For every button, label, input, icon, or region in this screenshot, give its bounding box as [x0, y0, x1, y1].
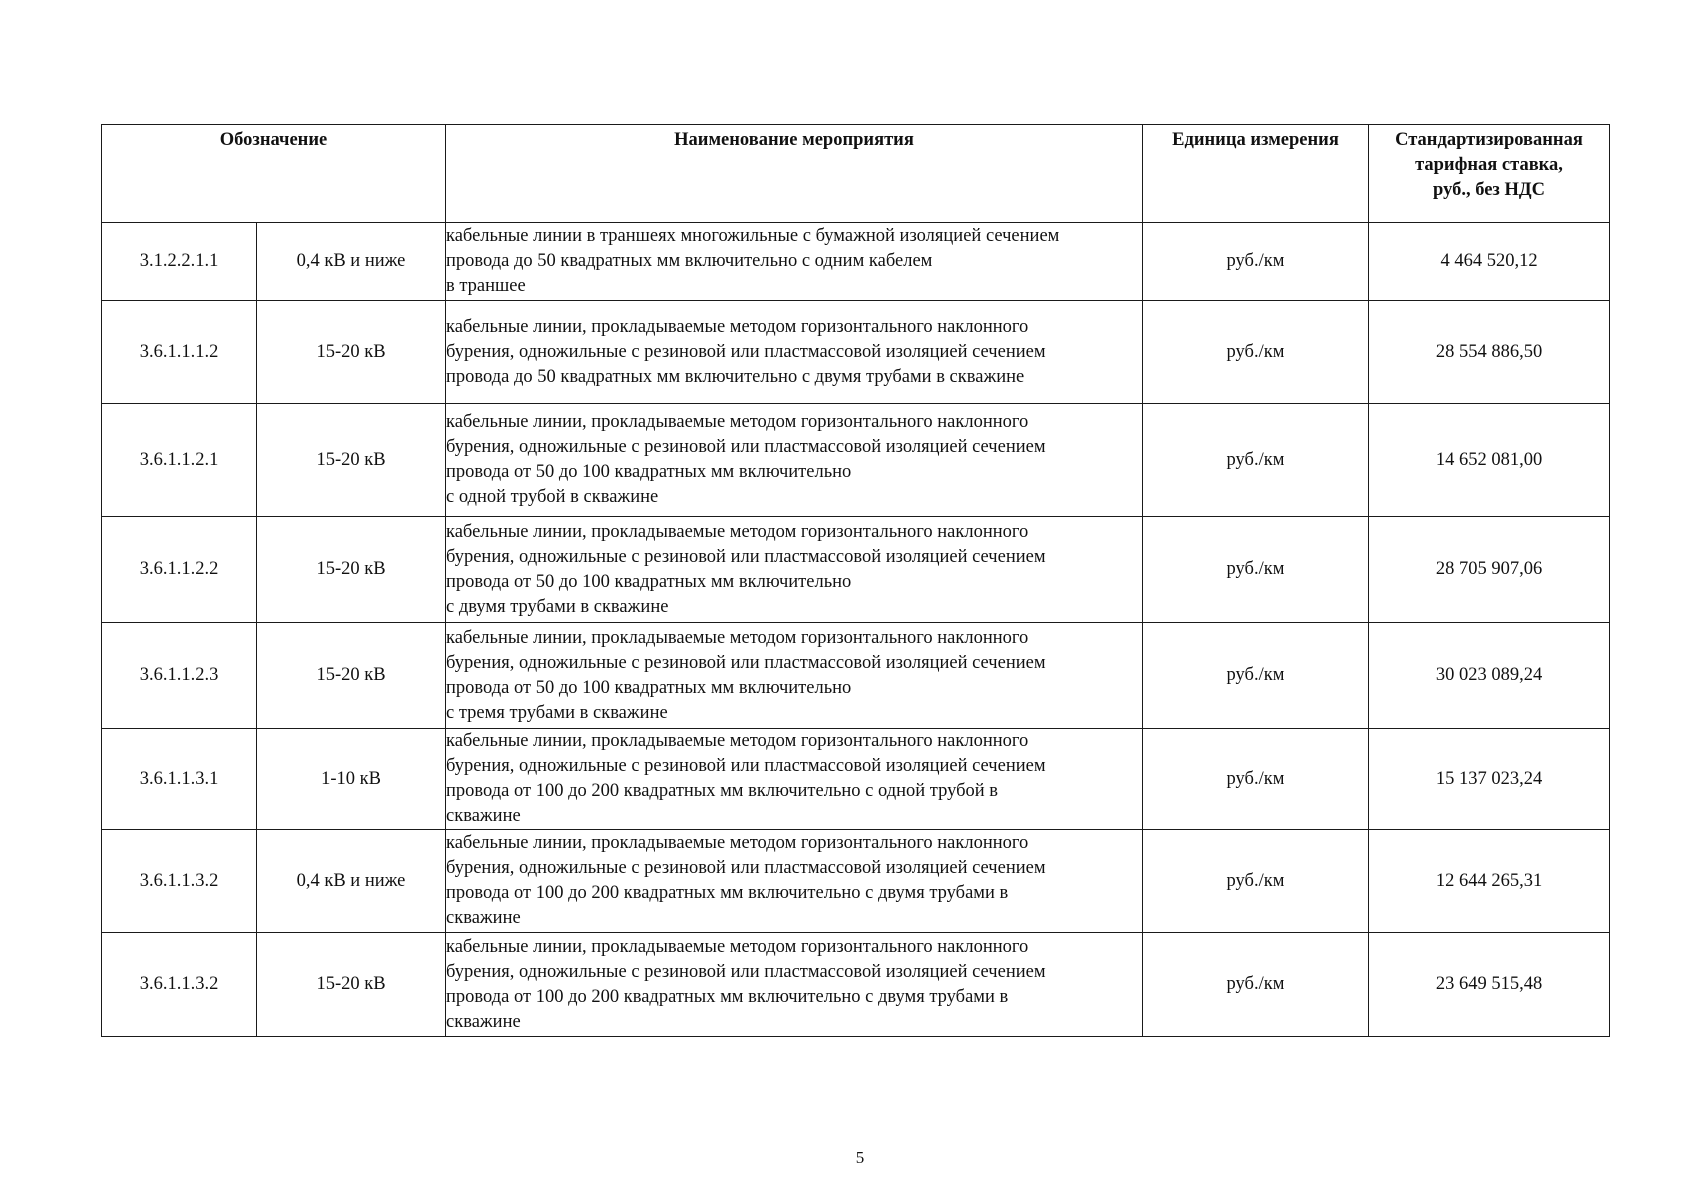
row-code: 3.6.1.1.2.3: [102, 623, 257, 729]
table-row: [102, 404, 1610, 517]
header-rate: [1369, 125, 1610, 223]
page-number: 5: [855, 1148, 865, 1167]
row-voltage: 1-10 кВ: [257, 729, 446, 830]
row-rate: 12 644 265,31: [1369, 830, 1610, 933]
description-line: провода от 50 до 100 квадратных мм включительно: [446, 677, 852, 698]
row-description: [446, 830, 1143, 933]
description-line: скважине: [446, 806, 521, 826]
description-line: кабельные линии, прокладываемые методом горизонтального наклонного: [446, 412, 1029, 432]
row-unit: руб./км: [1143, 933, 1369, 1037]
header-rate-line: Стандартизированная: [1395, 130, 1583, 150]
table-row: [102, 830, 1610, 933]
description-line: бурения, одножильные с резиновой или пластмассовой изоляцией сечением: [446, 858, 1046, 878]
row-unit: руб./км: [1143, 729, 1369, 830]
row-unit: руб./км: [1143, 404, 1369, 517]
table-row: [102, 933, 1610, 1037]
row-rate: 23 649 515,48: [1369, 933, 1610, 1037]
row-rate: 14 652 081,00: [1369, 404, 1610, 517]
row-unit: руб./км: [1143, 623, 1369, 729]
row-description: [446, 301, 1143, 404]
row-code: 3.6.1.1.3.2: [102, 830, 257, 933]
description-line: провода от 100 до 200 квадратных мм включительно с двумя трубами в: [446, 986, 1009, 1007]
description-line: бурения, одножильные с резиновой или пластмассовой изоляцией сечением: [446, 546, 1046, 567]
description-line: бурения, одножильные с резиновой или пластмассовой изоляцией сечением: [446, 437, 1046, 457]
description-line: кабельные линии, прокладываемые методом горизонтального наклонного: [446, 521, 1029, 542]
description-line: кабельные линии, прокладываемые методом горизонтального наклонного: [446, 731, 1029, 751]
header-unit: Единица измерения: [1143, 125, 1369, 223]
description-line: скважине: [446, 1011, 521, 1032]
row-voltage: 15-20 кВ: [257, 301, 446, 404]
header-rate-line: тарифная ставка,: [1415, 155, 1563, 175]
tariff-table: [101, 124, 1610, 1037]
row-description: [446, 623, 1143, 729]
row-description: [446, 404, 1143, 517]
row-rate: 28 554 886,50: [1369, 301, 1610, 404]
row-code: 3.6.1.1.2.2: [102, 517, 257, 623]
description-line: провода от 50 до 100 квадратных мм включительно: [446, 462, 852, 482]
row-rate: 30 023 089,24: [1369, 623, 1610, 729]
description-line: бурения, одножильные с резиновой или пластмассовой изоляцией сечением: [446, 652, 1046, 673]
row-unit: руб./км: [1143, 301, 1369, 404]
description-line: с одной трубой в скважине: [446, 487, 659, 507]
header-designation: Обозначение: [102, 125, 446, 223]
row-code: 3.1.2.2.1.1: [102, 223, 257, 301]
description-line: с тремя трубами в скважине: [446, 702, 668, 723]
row-unit: руб./км: [1143, 223, 1369, 301]
description-line: кабельные линии, прокладываемые методом горизонтального наклонного: [446, 316, 1029, 337]
description-line: кабельные линии, прокладываемые методом горизонтального наклонного: [446, 833, 1029, 853]
description-line: провода от 100 до 200 квадратных мм включительно с одной трубой в: [446, 781, 999, 801]
description-line: провода от 50 до 100 квадратных мм включительно: [446, 571, 852, 592]
row-description: [446, 517, 1143, 623]
description-line: кабельные линии, прокладываемые методом горизонтального наклонного: [446, 627, 1029, 648]
description-line: в траншее: [446, 276, 526, 296]
row-voltage: 15-20 кВ: [257, 623, 446, 729]
row-unit: руб./км: [1143, 517, 1369, 623]
description-line: провода до 50 квадратных мм включительно с двумя трубами в скважине: [446, 366, 1025, 387]
row-code: 3.6.1.1.3.1: [102, 729, 257, 830]
row-rate: 15 137 023,24: [1369, 729, 1610, 830]
description-line: скважине: [446, 908, 521, 928]
row-code: 3.6.1.1.2.1: [102, 404, 257, 517]
table-row: [102, 301, 1610, 404]
description-line: бурения, одножильные с резиновой или пластмассовой изоляцией сечением: [446, 341, 1046, 362]
row-voltage: 15-20 кВ: [257, 404, 446, 517]
description-line: провода от 100 до 200 квадратных мм включительно с двумя трубами в: [446, 883, 1009, 903]
row-voltage: 15-20 кВ: [257, 517, 446, 623]
description-line: с двумя трубами в скважине: [446, 596, 669, 617]
description-line: бурения, одножильные с резиновой или пластмассовой изоляцией сечением: [446, 961, 1046, 982]
table-row: [102, 223, 1610, 301]
header-rate-line: руб., без НДС: [1433, 180, 1545, 200]
row-description: [446, 223, 1143, 301]
row-unit: руб./км: [1143, 830, 1369, 933]
row-voltage: 0,4 кВ и ниже: [257, 223, 446, 301]
table-row: [102, 623, 1610, 729]
table-row: [102, 517, 1610, 623]
row-rate: 28 705 907,06: [1369, 517, 1610, 623]
row-code: 3.6.1.1.1.2: [102, 301, 257, 404]
table-header-row: [102, 125, 1610, 223]
row-voltage: 0,4 кВ и ниже: [257, 830, 446, 933]
row-description: [446, 933, 1143, 1037]
row-description: [446, 729, 1143, 830]
description-line: провода до 50 квадратных мм включительно с одним кабелем: [446, 251, 933, 271]
description-line: кабельные линии в траншеях многожильные с бумажной изоляцией сечением: [446, 226, 1060, 246]
row-rate: 4 464 520,12: [1369, 223, 1610, 301]
description-line: кабельные линии, прокладываемые методом горизонтального наклонного: [446, 936, 1029, 957]
table-row: [102, 729, 1610, 830]
row-code: 3.6.1.1.3.2: [102, 933, 257, 1037]
row-voltage: 15-20 кВ: [257, 933, 446, 1037]
description-line: бурения, одножильные с резиновой или пластмассовой изоляцией сечением: [446, 756, 1046, 776]
header-activity-name: Наименование мероприятия: [446, 125, 1143, 223]
